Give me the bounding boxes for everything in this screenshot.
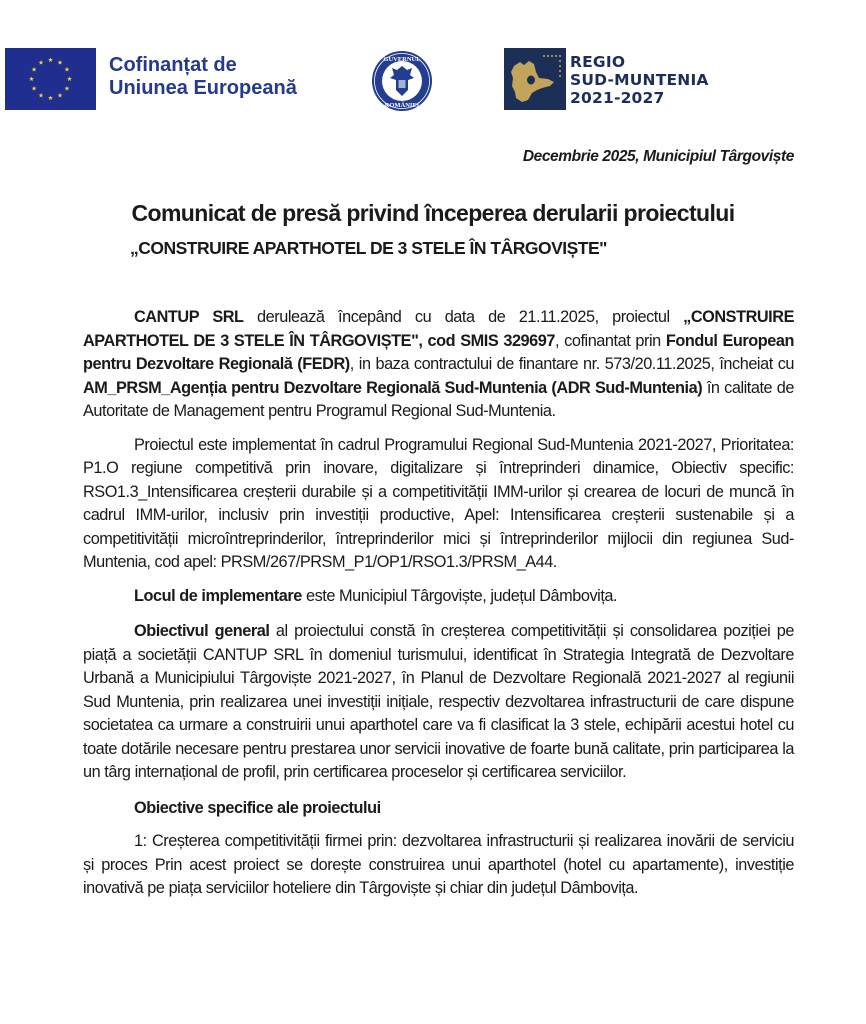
general-objective-label: Obiectivul general <box>134 622 270 640</box>
specific-objectives-heading: Obiective specifice ale proiectului <box>134 798 381 817</box>
text-span: este Municipiul Târgoviște, județul Dâmbovița. <box>301 586 618 605</box>
text-span: derulează începând cu data de 21.11.2025, proiectul <box>243 308 684 326</box>
paragraph-location <box>83 585 794 609</box>
regio-label-line1: REGIO <box>570 53 626 71</box>
logo-header <box>0 0 866 130</box>
text-span: , cofinantat prin <box>554 331 666 350</box>
text-span: al proiectului constă în creșterea competitivității și consolidarea poziției pe piață a societății CANTUP SRL în domeniul turismului, identificat în Strategia Integrată de Dezvoltare Urbană a Municipiului Târgoviște 2021-2027, în Planul de Dezvoltare Regională 2021-2027 al regiunii Sud Muntenia, prin realizarea unei investiții inițiale, respectiv dezvoltarea infrastructurii de care dispune societatea ca urmare a construirii unui aparthotel care va fi clasificat la 3 stele, echipării acestui hotel cu toate dotările necesare pentru prestarea unor servicii inovative de foarte bună calitate, prin participarea la un târg internațional de profil, prin certificarea proceselor și certificarea serviciilor. <box>83 622 794 781</box>
gov-seal-top-text: GUVERNUL <box>383 56 421 63</box>
eu-cofinancing-label <box>109 54 297 100</box>
regio-program-label <box>570 53 709 107</box>
regio-label-line2: SUD-MUNTENIA <box>570 71 709 89</box>
managing-authority: AM_PRSM_Agenția pentru Dezvoltare Regională Sud-Muntenia (ADR Sud-Muntenia) <box>83 378 703 397</box>
guvernul-romaniei-seal-icon <box>371 50 433 112</box>
eu-label-line1: Cofinanțat de <box>109 54 237 76</box>
page-title: Comunicat de presă privind începerea derularii proiectului <box>131 200 735 226</box>
beneficiary-name: CANTUP SRL <box>134 308 244 326</box>
eu-flag-icon <box>5 48 96 110</box>
gov-seal-bottom-text: ROMÂNIEI <box>384 102 420 109</box>
paragraph-program: Proiectul este implementat în cadrul Programului Regional Sud-Muntenia 2021-2027, Prioritatea: P1.O regiune competitivă prin inovare, digitalizare și întreprinderi dinamice, Obiectiv specific: RSO1.3_Intensificarea creșterii durabile și a competitivității IMM-urilor și crearea de locuri de muncă în cadrul IMM-urilor, inclusiv prin investiții productive, Apel: Intensificarea creșterii sustenabile și a competitivității microîntreprinderilor, întreprinderilor mici și întreprinderilor mijlocii din regiunea Sud-Muntenia, cod apel: PRSM/267/PRSM_P1/OP1/RSO1.3/PRSM_A44. <box>83 435 794 571</box>
location-label: Locul de implementare <box>134 586 302 605</box>
paragraph-general-objective <box>83 620 794 785</box>
project-subtitle: „CONSTRUIRE APARTHOTEL DE 3 STELE ÎN TÂRGOVIȘTE" <box>130 238 607 258</box>
fund-name: Fondul European pentru Dezvoltare Regională (FEDR) <box>83 331 795 373</box>
project-name-code: „CONSTRUIRE APARTHOTEL DE 3 STELE ÎN TÂRGOVIȘTE", cod SMIS 329697 <box>83 308 794 350</box>
paragraph-specific-objective-1: 1: Creșterea competitivității firmei prin: dezvoltarea infrastructurii și realizarea inovării de serviciu și proces Prin acest proiect se dorește construirea unui aparthotel (hotel cu apartamente), investiție inovativă pe piața serviciilor hoteliere din Târgoviște și chiar din județul Dâmbovița. <box>83 832 794 897</box>
sud-muntenia-map-icon <box>504 48 566 110</box>
paragraph-intro <box>83 306 794 424</box>
press-release-body <box>83 306 794 901</box>
regio-label-line3: 2021-2027 <box>570 89 665 107</box>
dateline: Decembrie 2025, Municipiul Târgoviște <box>522 148 794 165</box>
eu-label-line2: Uniunea Europeană <box>109 77 297 99</box>
text-span: în calitate de Autoritate de Management pentru Programul Regional Sud-Muntenia. <box>83 378 794 420</box>
text-span: , in baza contractului de finantare nr. 573/20.11.2025, încheiat cu <box>349 355 794 373</box>
